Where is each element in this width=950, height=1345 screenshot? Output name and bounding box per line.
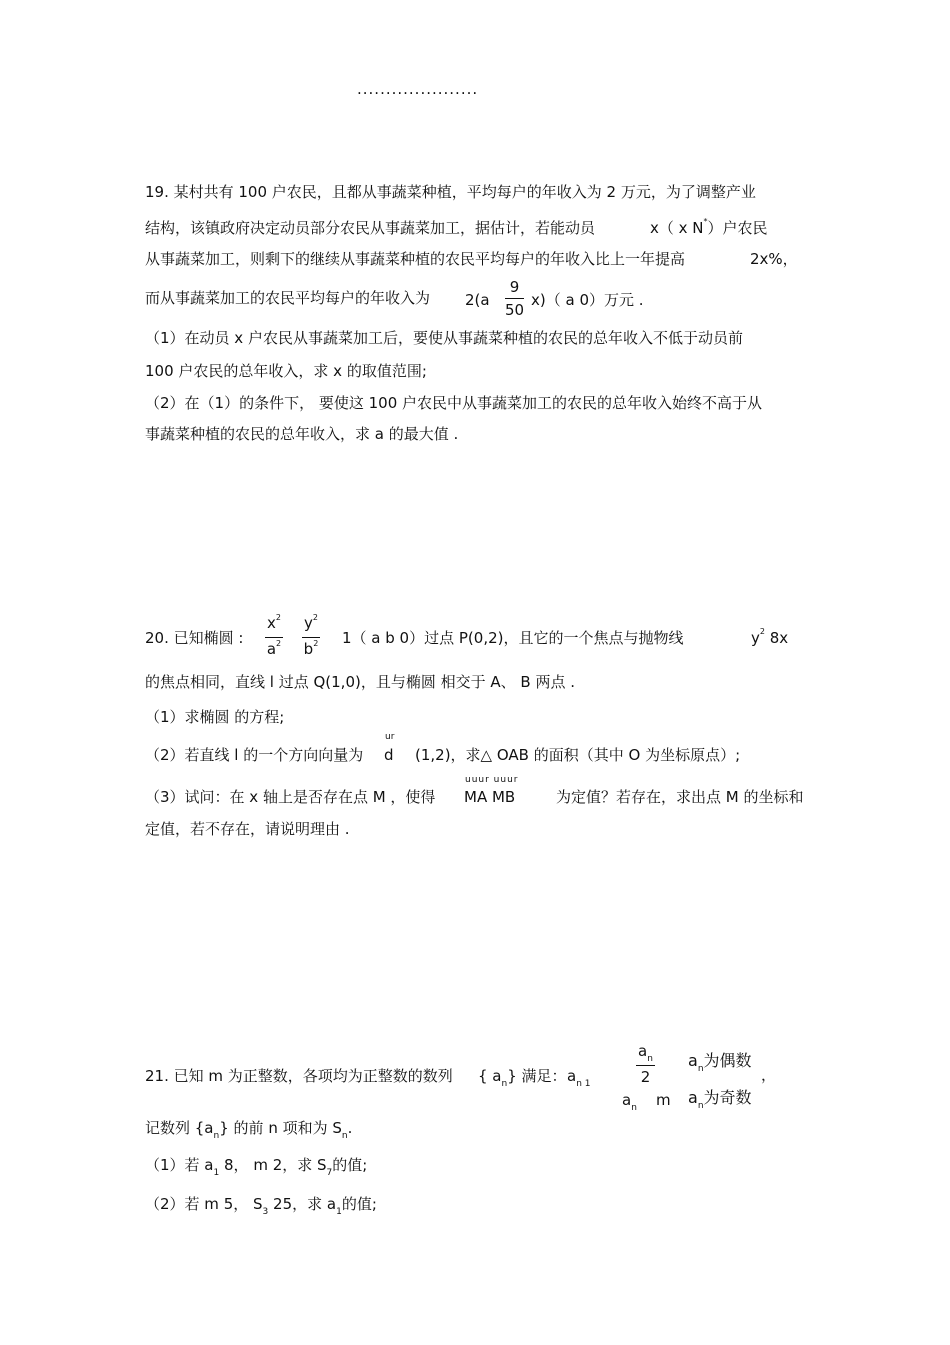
p19-fraction-num: 9 <box>505 278 524 299</box>
p19-q2-line-b: 事蔬菜种植的农民的总年收入，求 a 的最大值 . <box>145 425 459 443</box>
p19-line-4: 而从事蔬菜加工的农民平均每户的年收入为 <box>145 289 431 307</box>
p21-a-n-plus-1: $a_{n 1}$ <box>567 1067 591 1089</box>
p20-q2-vector-d: d <box>384 746 394 764</box>
p20-frac-b2: $b^2$ <box>303 639 319 658</box>
p20-frac-a2: $a^2$ <box>266 639 282 658</box>
p19-line-2: 结构，该镇政府决定动员部分农民从事蔬菜加工，据估计，若能动员 <box>145 219 596 237</box>
p21-case-odd: $a_n$为奇数 <box>688 1088 752 1111</box>
p20-q3-end: 为定值？若存在，求出点 M 的坐标和 <box>556 788 804 806</box>
p21-fraction-an-2 <box>636 1042 655 1086</box>
p21-q1: （1）若 $a_1$ 8， m 2，求 $S_7$的值; <box>145 1156 368 1178</box>
p20-frac-x2: $x^2$ <box>265 614 283 638</box>
p21-line-2: 记数列 $\{a_n\}$ 的前 n 项和为 $S_n$. <box>145 1119 353 1141</box>
p20-y: y <box>751 629 760 647</box>
p20-q1: （1）求椭圆 的方程; <box>145 708 285 726</box>
p19-fraction-den: 50 <box>505 301 525 319</box>
p21-case-odd-expr: $a_n$ m <box>622 1091 671 1113</box>
p20-y-sup: 2 <box>759 627 765 636</box>
p20-line-1-start: 20. 已知椭圆 : <box>145 629 244 647</box>
p19-x-in-n: x（ x N <box>650 219 704 237</box>
p19-households-text: ）户农民 <box>707 219 768 237</box>
p21-sequence: { $a_n$} 满足： <box>478 1067 567 1089</box>
p20-fraction-y2-b2 <box>302 614 320 661</box>
p20-8x: 8x <box>764 629 789 647</box>
p19-formula-start: 2(a <box>465 291 490 309</box>
p20-line-1-middle: 1（ a b 0）过点 P(0,2)，且它的一个焦点与抛物线 <box>342 629 684 647</box>
p21-line-1: 21. 已知 m 为正整数，各项均为正整数的数列 <box>145 1067 453 1085</box>
p20-q2-end: (1,2)，求△ OAB 的面积（其中 O 为坐标原点）; <box>415 746 741 764</box>
p21-frac-den: 2 <box>640 1068 651 1086</box>
p19-q1-line-b: 100 户农民的总年收入，求 x 的取值范围; <box>145 362 427 380</box>
p20-q3-vectors: MA MB <box>464 788 516 806</box>
p20-q3-start: （3）试问：在 x 轴上是否存在点 M ，使得 <box>145 788 436 806</box>
p21-frac-num: $a_n$ <box>638 1042 653 1064</box>
header-dots: ..................... <box>357 80 479 98</box>
p20-q3-vector-marks: uuur uuur <box>465 775 519 785</box>
p19-line-1: 19. 某村共有 100 户农民，且都从事蔬菜种植，平均每户的年收入为 2 万元，为了调整产业 <box>145 183 756 201</box>
p19-star-sup: * <box>703 217 708 226</box>
p20-frac-y2: $y^2$ <box>302 614 320 638</box>
p20-q3-line-c: 定值，若不存在，请说明理由 . <box>145 820 350 838</box>
p21-q2: （2）若 m 5， $S_3$ 25，求 $a_1$的值; <box>145 1195 377 1217</box>
p21-case-even: $a_n$为偶数 <box>688 1051 752 1074</box>
p21-comma: ， <box>761 1066 777 1084</box>
p19-line-2-math <box>650 219 768 240</box>
p19-line-3-math: 2x%， <box>750 250 798 268</box>
p20-line-2: 的焦点相同，直线 l 过点 Q(1,0)，且与椭圆 相交于 A、 B 两点 . <box>145 673 575 691</box>
p19-fraction-9-50 <box>505 278 524 319</box>
p19-q2-line-a: （2）在（1）的条件下， 要使这 100 户农民中从事蔬菜加工的农民的总年收入始终不高于从 <box>145 394 763 412</box>
p19-formula-end: x)（ a 0）万元 . <box>531 291 644 309</box>
p19-line-3: 从事蔬菜加工，则剩下的继续从事蔬菜种植的农民平均每户的年收入比上一年提高 <box>145 250 686 268</box>
p20-fraction-x2-a2 <box>265 614 283 661</box>
p20-q2-vector-mark: ur <box>385 732 395 742</box>
p20-line-1-parabola <box>751 629 788 650</box>
p19-q1-line-a: （1）在动员 x 户农民从事蔬菜加工后，要使从事蔬菜种植的农民的总年收入不低于动员前 <box>145 329 743 347</box>
p20-q2-start: （2）若直线 l 的一个方向向量为 <box>145 746 364 764</box>
